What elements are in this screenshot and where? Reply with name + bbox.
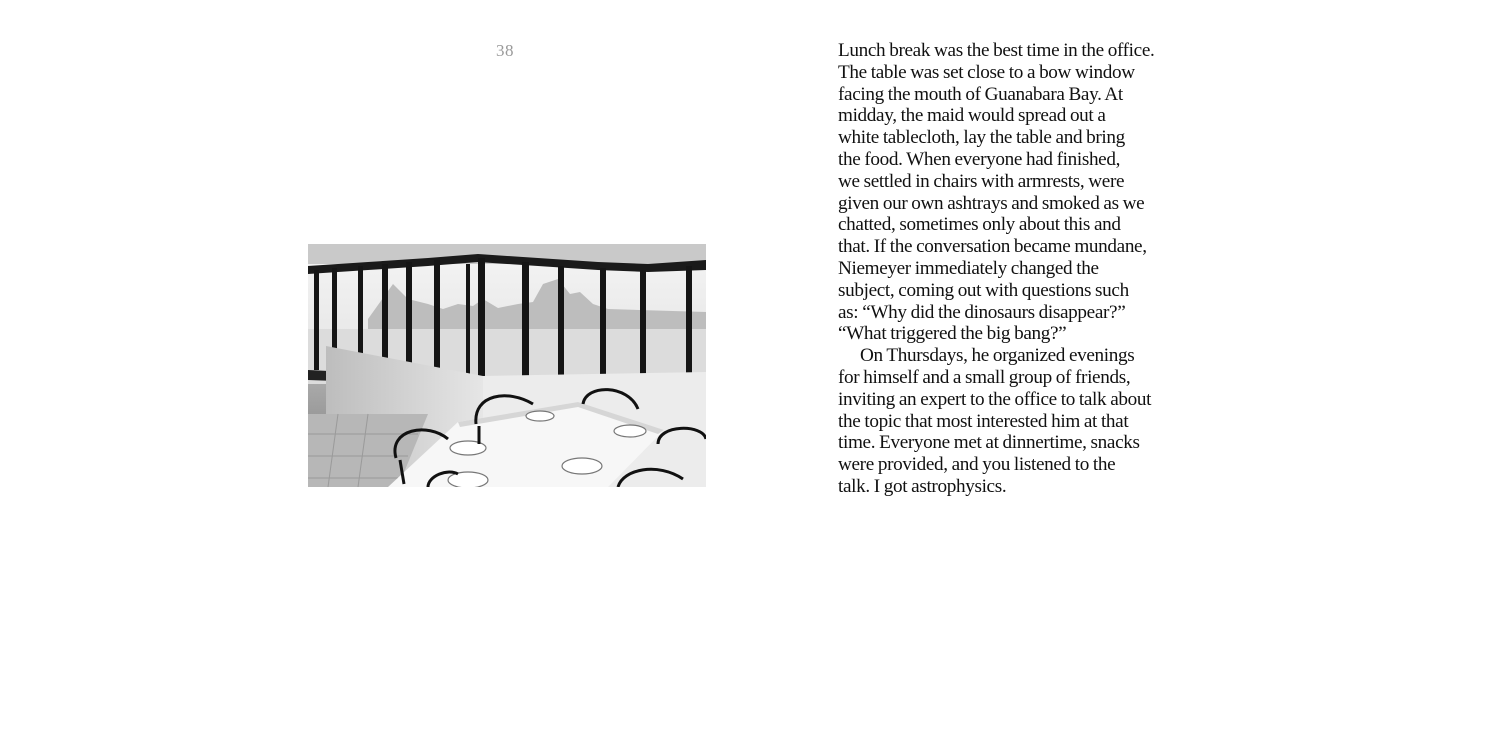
text-line: “What triggered the big bang?” [838, 323, 1067, 345]
text-line: given our own ashtrays and smoked as we [838, 192, 1145, 214]
text-line: Lunch break was the best time in the office. [838, 40, 1155, 61]
text-line: were provided, and you listened to the [838, 454, 1116, 476]
text-line: white tablecloth, lay the table and bring [838, 127, 1125, 149]
text-line: midday, the maid would spread out a [838, 105, 1106, 127]
text-line: time. Everyone met at dinnertime, snacks [838, 432, 1140, 454]
text-line: that. If the conversation became mundane, [838, 236, 1147, 258]
text-line: the topic that most interested him at that [838, 410, 1129, 432]
paragraph-start-line: On Thursdays, he organized evenings [860, 345, 1135, 367]
text-line: we settled in chairs with armrests, were [838, 170, 1125, 192]
text-line: as: “Why did the dinosaurs disappear?” [838, 301, 1126, 323]
text-line: chatted, sometimes only about this and [838, 214, 1121, 236]
photo-icon [308, 244, 706, 487]
page-number: 38 [496, 41, 514, 60]
text-line: subject, coming out with questions such [838, 279, 1129, 301]
office-dining-photo [308, 244, 706, 487]
text-line: facing the mouth of Guanabara Bay. At [838, 83, 1123, 105]
text-line: The table was set close to a bow window [838, 61, 1135, 83]
text-line: inviting an expert to the office to talk about [838, 388, 1152, 410]
text-line: for himself and a small group of friends, [838, 366, 1131, 388]
text-line: Niemeyer immediately changed the [838, 257, 1099, 279]
text-line: the food. When everyone had finished, [838, 148, 1121, 170]
body-text [838, 40, 1168, 498]
text-line: talk. I got astrophysics. [838, 475, 1007, 497]
